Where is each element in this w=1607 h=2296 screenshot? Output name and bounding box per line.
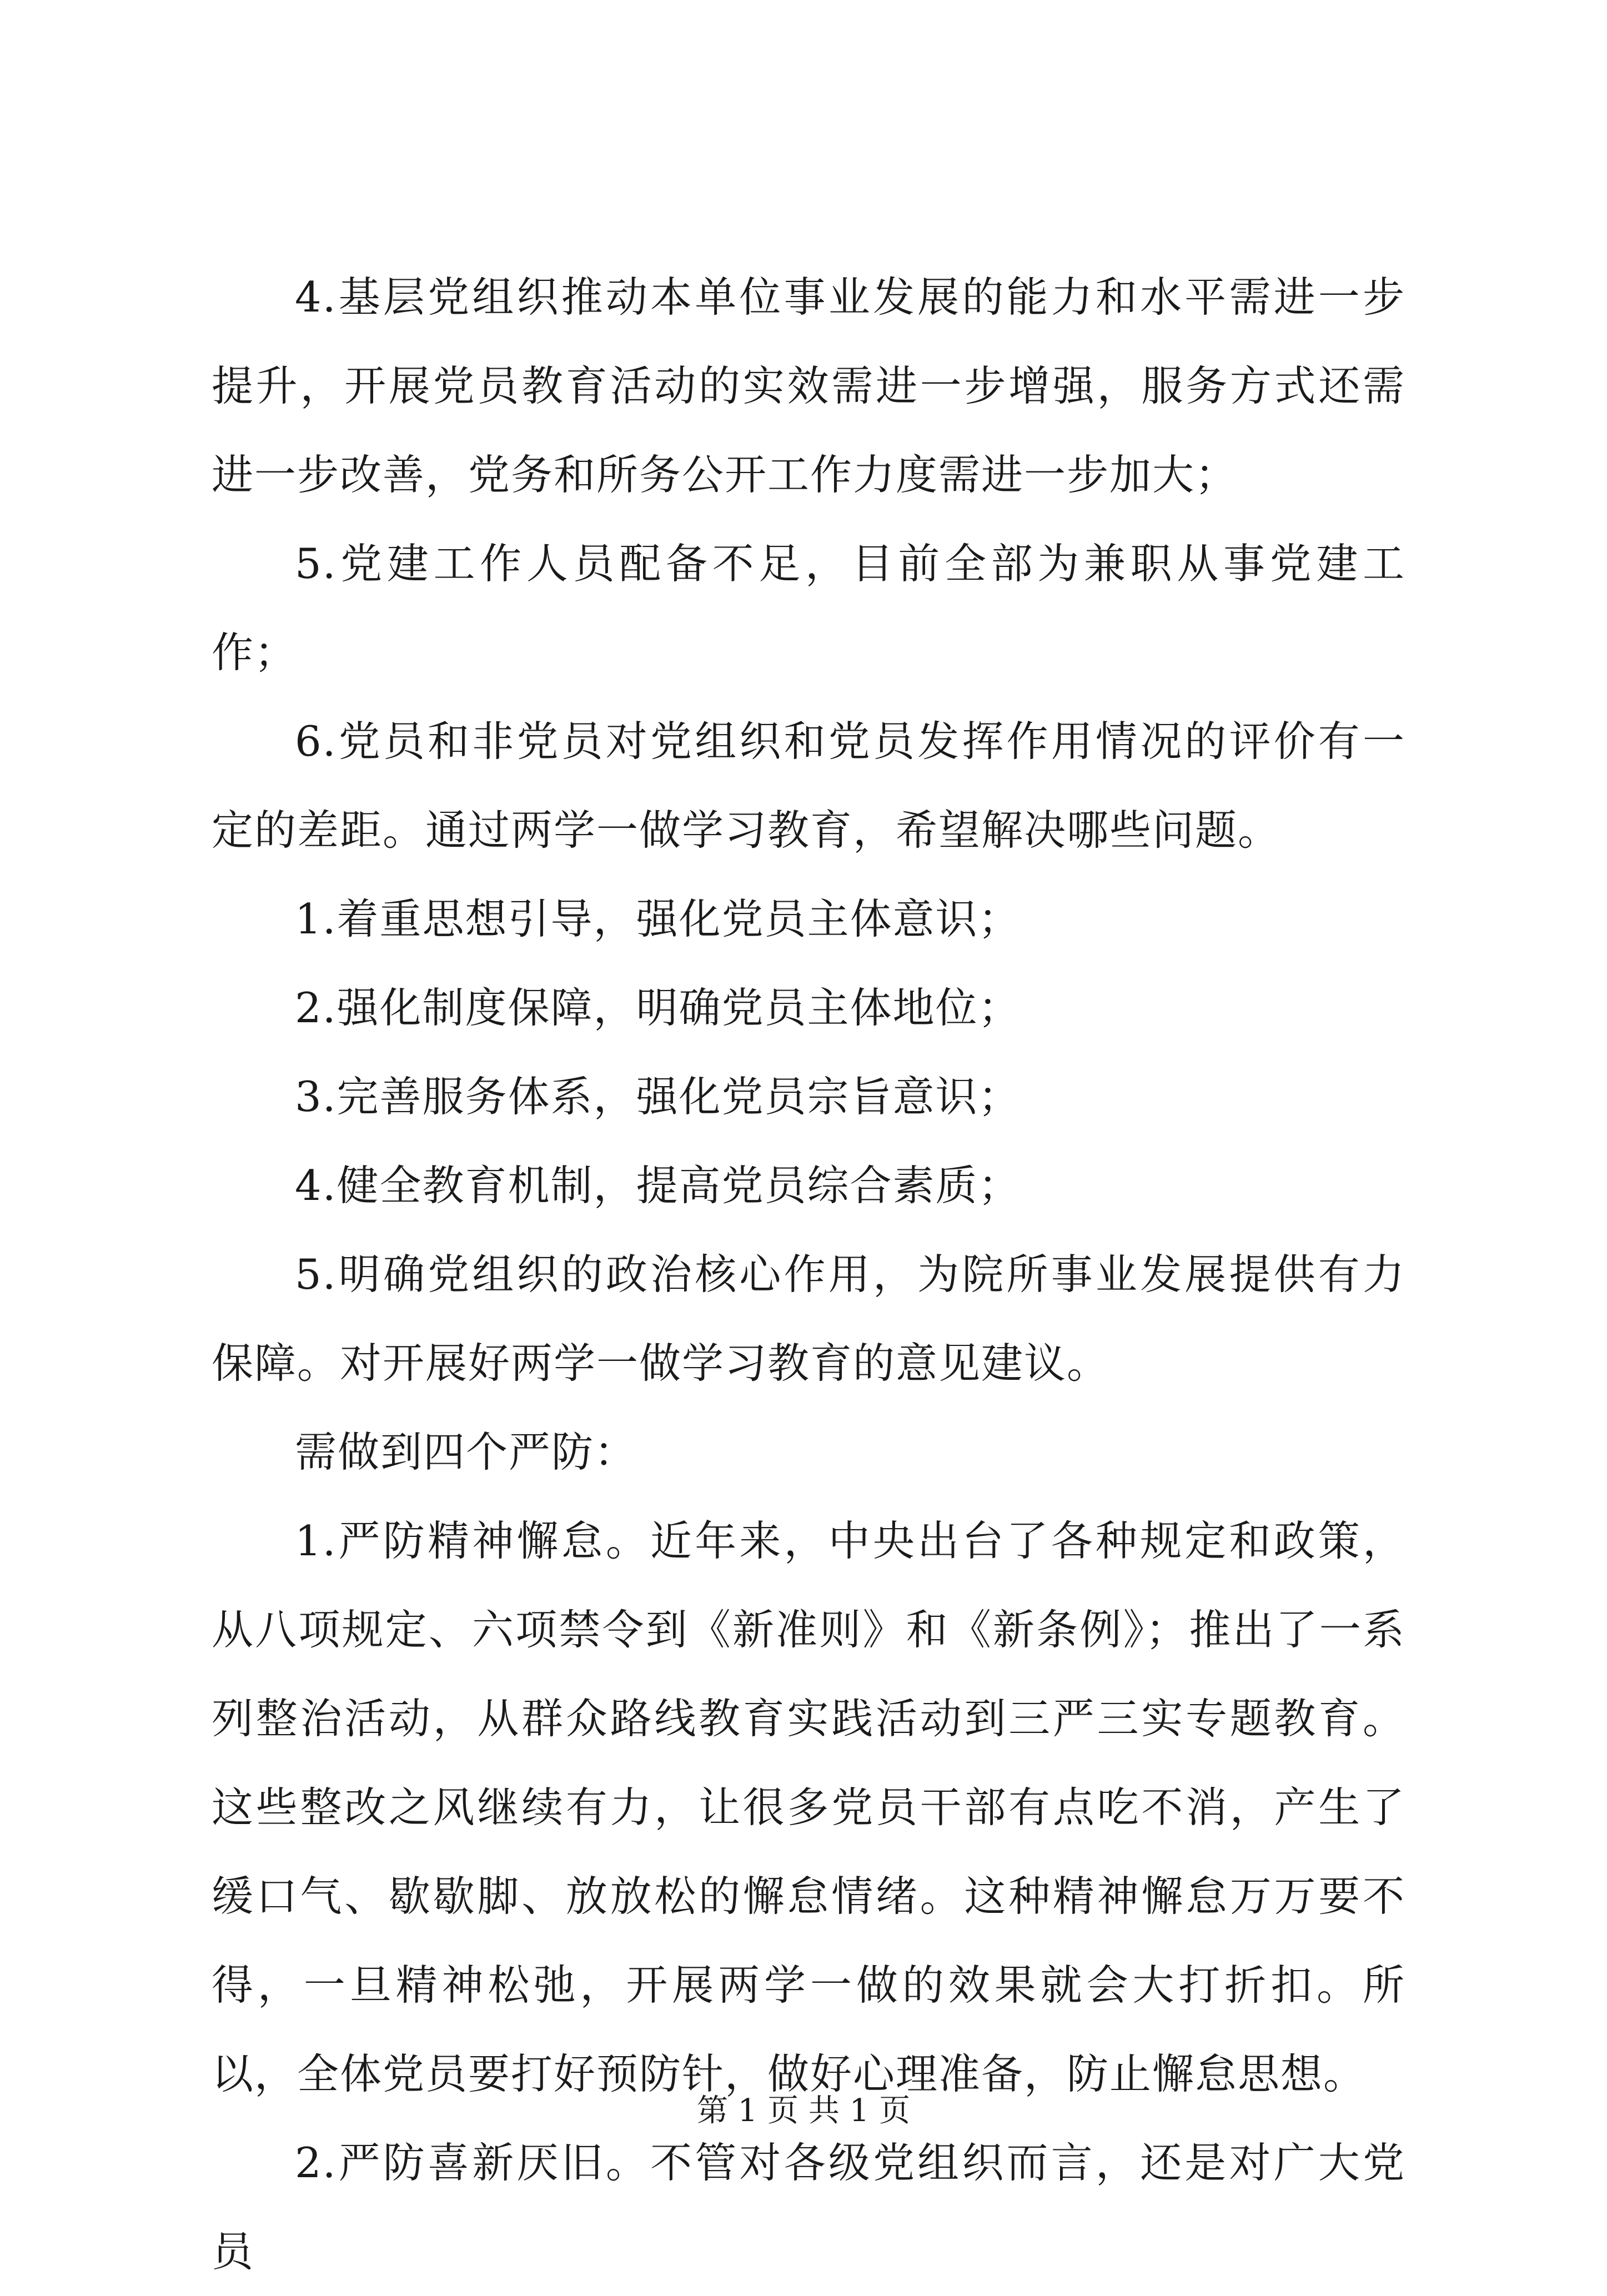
paragraph-1: 4.基层党组织推动本单位事业发展的能力和水平需进一步提升，开展党员教育活动的实效需进一步增强，服务方式还需进一步改善，党务和所务公开工作力度需进一步加大； — [212, 273, 1405, 499]
paragraph-5: 2.强化制度保障，明确党员主体地位； — [295, 983, 1021, 1032]
paragraph-10: 1.严防精神懈怠。近年来，中央出台了各种规定和政策，从八项规定、六项禁令到《新准则》和《新条例》；推出了一系列整治活动，从群众路线教育实践活动到三严三实专题教育。这些整改之风继续有力，让很多党员干部有点吃不消，产生了缓口气、歇歇脚、放放松的懈怠情绪。这种精神懈怠万万要不得，一旦精神松弛，开展两学一做的效果就会大打折扣。所以，全体党员要打好预防针，做好心理准备，防止懈怠思想。 — [212, 1516, 1405, 2098]
paragraph-3: 6.党员和非党员对党组织和党员发挥作用情况的评价有一定的差距。通过两学一做学习教育，希望解决哪些问题。 — [212, 717, 1405, 855]
paragraph-8: 5.明确党组织的政治核心作用，为院所事业发展提供有力保障。对开展好两学一做学习教育的意见建议。 — [212, 1250, 1405, 1388]
page-footer: 第 1 页 共 1 页 — [696, 2093, 911, 2129]
paragraph-2: 5.党建工作人员配备不足，目前全部为兼职从事党建工作； — [212, 539, 1405, 677]
paragraph-7: 4.健全教育机制，提高党员综合素质； — [295, 1161, 1021, 1210]
paragraph-11: 2.严防喜新厌旧。不管对各级党组织而言，还是对广大党员 — [212, 2138, 1405, 2276]
paragraph-4: 1.着重思想引导，强化党员主体意识； — [295, 895, 1021, 943]
paragraph-9: 需做到四个严防： — [295, 1428, 637, 1476]
document-body — [212, 253, 1405, 2296]
paragraph-6: 3.完善服务体系，强化党员宗旨意识； — [295, 1072, 1021, 1121]
